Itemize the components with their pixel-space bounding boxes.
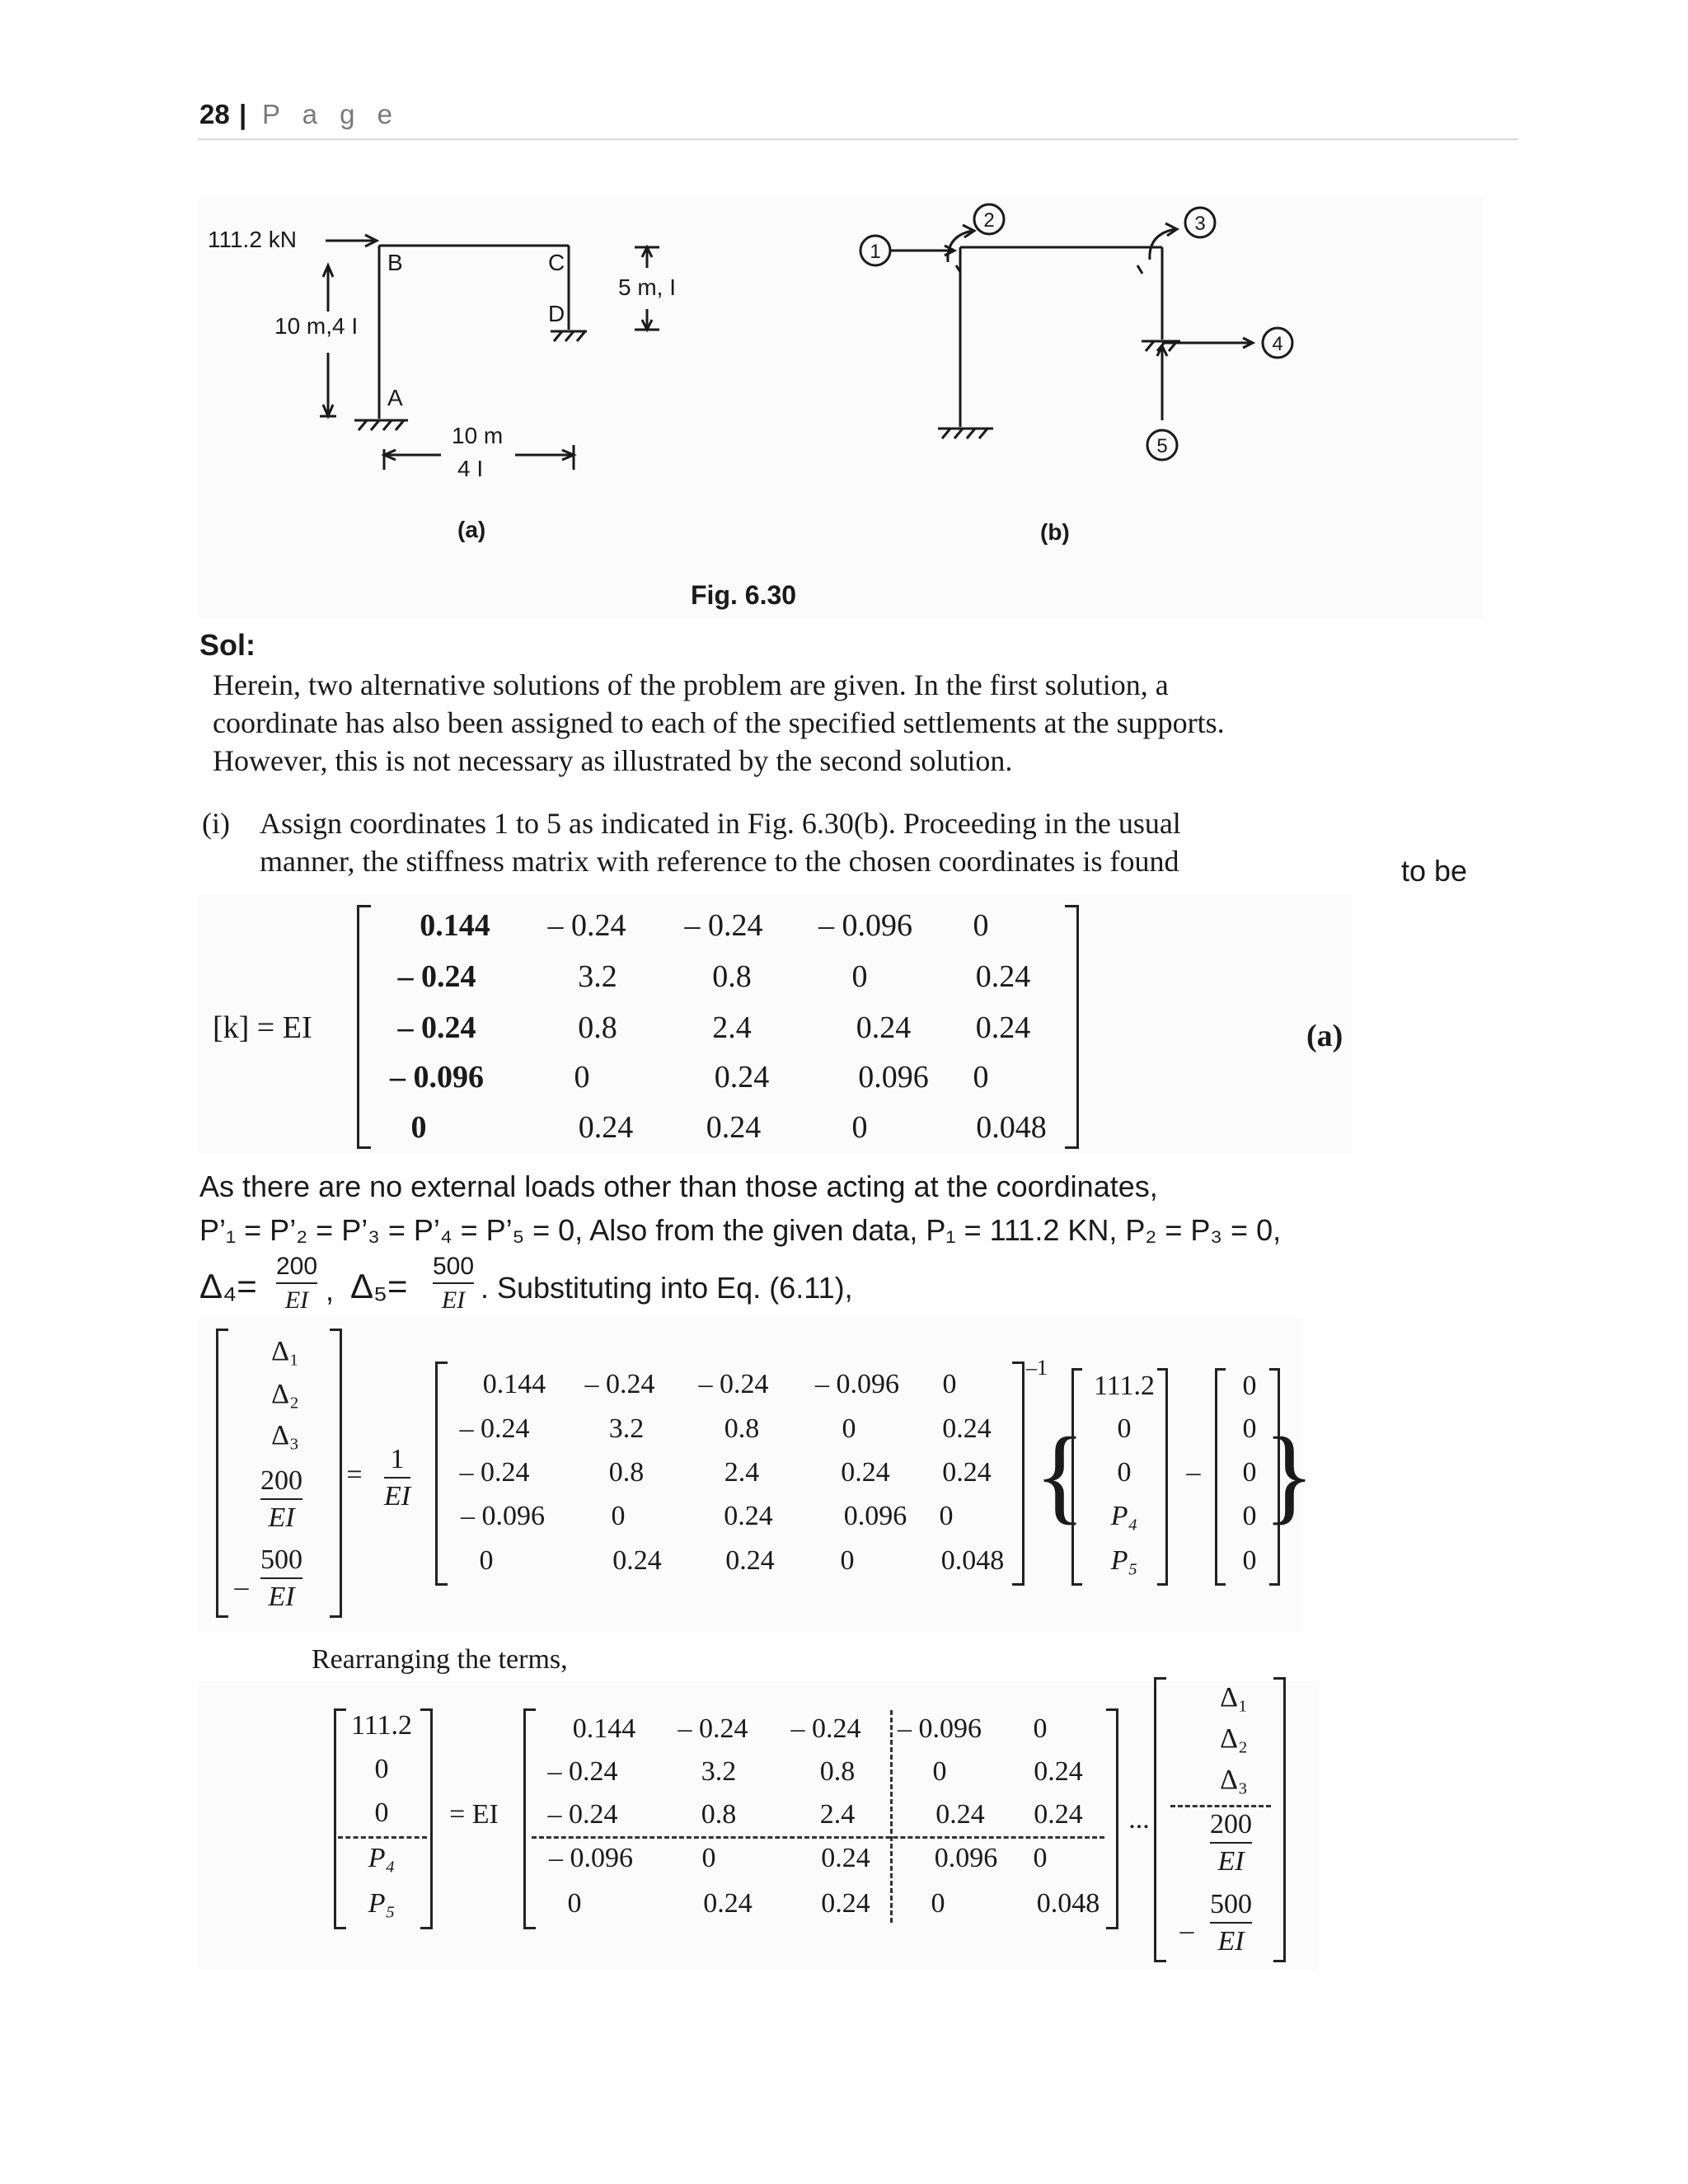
k-cell: 0 — [574, 1060, 590, 1094]
k2-cell: – 0.24 — [459, 1457, 530, 1488]
joint-d: D — [548, 301, 565, 326]
disp-5-num: 500 — [260, 1544, 302, 1575]
k-cell: 0.096 — [858, 1060, 929, 1094]
d3-left-bracket — [1154, 1677, 1166, 1962]
right-brace: } — [1263, 1416, 1315, 1535]
delta-comma: , — [326, 1273, 335, 1307]
k-cell: 0 — [410, 1110, 427, 1145]
k2-cell: 0 — [611, 1501, 626, 1531]
k-cell: 0 — [973, 908, 989, 943]
eq3-dots: ... — [1128, 1804, 1150, 1835]
k3-cell: 0 — [701, 1843, 716, 1873]
k-cell: 0.24 — [714, 1060, 770, 1094]
k2-cell: 0 — [479, 1545, 494, 1576]
coord-1: 1 — [870, 241, 881, 263]
stiffness-background — [198, 894, 1352, 1154]
k3-cell: 0.24 — [1034, 1799, 1083, 1830]
stiffness-right-bracket — [1065, 905, 1079, 1149]
k3-cell: 0 — [932, 1756, 947, 1787]
fraction-bar — [1210, 1842, 1252, 1844]
coord-2: 2 — [983, 209, 995, 232]
k3-cell: 0.8 — [701, 1799, 737, 1830]
step-i-line-2: manner, the stiffness matrix with reference to the chosen coordinates is found — [260, 845, 1179, 878]
k2-right-bracket — [1012, 1361, 1025, 1586]
zero-cell: 0 — [1242, 1371, 1257, 1401]
zero-cell: 0 — [1242, 1457, 1257, 1488]
k-cell: 0.24 — [578, 1110, 634, 1145]
joint-c: C — [548, 250, 565, 275]
k2-cell: – 0.24 — [584, 1369, 655, 1399]
caption-b: (b) — [1040, 519, 1070, 545]
k2-cell: 0.8 — [724, 1413, 760, 1444]
k2-cell: 0.24 — [612, 1545, 662, 1576]
k3-cell: 0 — [931, 1888, 945, 1919]
text-line-1: As there are no external loads other than those acting at the coordinates, — [199, 1169, 1158, 1203]
k3-cell: – 0.24 — [547, 1799, 618, 1830]
sol-label: Sol: — [199, 628, 256, 662]
k-cell: 3.2 — [578, 959, 617, 994]
load-right-bracket — [1157, 1368, 1168, 1586]
k2-cell: – 0.096 — [815, 1369, 899, 1399]
partition-horizontal — [532, 1836, 1104, 1839]
page-number: 28 — [199, 99, 230, 129]
d3-partition — [1170, 1805, 1271, 1807]
d3-5-fraction — [1210, 1889, 1252, 1957]
k-cell: – 0.24 — [397, 1010, 476, 1045]
p-cell: P₄ — [368, 1843, 396, 1873]
k2-cell: 0.048 — [940, 1545, 1005, 1576]
eq2-equals: = — [346, 1460, 363, 1490]
fraction-bar — [433, 1282, 474, 1284]
k3-cell: 0 — [1033, 1713, 1048, 1744]
k2-cell: 0.8 — [608, 1457, 645, 1488]
k-cell: 0.8 — [578, 1010, 617, 1045]
k-cell: 0.24 — [975, 1010, 1031, 1045]
eq2-ei: EI — [384, 1481, 411, 1512]
k-cell: 0.144 — [420, 908, 490, 943]
left-brace: { — [1034, 1416, 1086, 1535]
p-cell: 111.2 — [351, 1710, 412, 1741]
figure-6-30 — [0, 0, 1688, 626]
delta-5-den: EI — [441, 1286, 466, 1314]
k3-cell: 0.24 — [935, 1799, 985, 1830]
k2-cell: 0 — [842, 1413, 856, 1444]
d3-5-minus: – — [1179, 1915, 1194, 1946]
figure-caption: Fig. 6.30 — [691, 580, 797, 610]
col-cd-label: 5 m, I — [618, 274, 677, 300]
delta-4-label: Δ₄= — [199, 1267, 257, 1305]
k-cell: 0 — [851, 1110, 868, 1145]
coord-5: 5 — [1156, 435, 1168, 457]
fraction-bar — [276, 1282, 317, 1284]
stiffness-left-bracket — [357, 905, 371, 1149]
fraction-bar — [260, 1577, 302, 1579]
k3-cell: 0.24 — [821, 1888, 870, 1919]
coord-4: 4 — [1272, 333, 1283, 355]
load-cell: P₄ — [1110, 1501, 1138, 1531]
k-cell: 0.24 — [706, 1110, 762, 1145]
k2-cell: 0.24 — [942, 1457, 992, 1488]
beam-i-label: 4 I — [457, 456, 484, 481]
inverse-sup: –1 — [1026, 1356, 1048, 1380]
k3-cell: – 0.096 — [898, 1713, 982, 1744]
k3-cell: – 0.24 — [547, 1756, 618, 1787]
d3-right-bracket — [1273, 1677, 1286, 1962]
k2-cell: 0.24 — [942, 1413, 992, 1444]
zero-cell: 0 — [1242, 1413, 1257, 1444]
k-cell: 0 — [973, 1060, 989, 1094]
k-cell: – 0.24 — [547, 908, 626, 943]
stiffness-lhs: [k] = EI — [213, 1010, 312, 1045]
fraction-bar — [260, 1498, 302, 1500]
p-cell: 0 — [374, 1797, 389, 1828]
k3-right-bracket — [1106, 1708, 1118, 1929]
k-cell: – 0.24 — [397, 959, 476, 994]
disp-5-minus: – — [234, 1572, 249, 1602]
d3-cell: Δ₁ — [1220, 1682, 1248, 1713]
equation-tag-a: (a) — [1306, 1019, 1343, 1053]
partition-vertical — [890, 1710, 893, 1923]
delta-4-den: EI — [284, 1286, 309, 1314]
p-cell: P₅ — [368, 1888, 396, 1919]
disp-5-den: EI — [268, 1582, 295, 1613]
d3-4-den: EI — [1217, 1846, 1245, 1877]
disp-5-fraction — [260, 1544, 302, 1613]
k-cell: 0.048 — [976, 1110, 1047, 1145]
k3-cell: 0.24 — [821, 1843, 870, 1873]
k2-cell: 0 — [942, 1369, 957, 1399]
k-cell: 0.24 — [975, 959, 1031, 994]
k-cell: – 0.096 — [390, 1060, 484, 1094]
k3-cell: – 0.24 — [678, 1713, 748, 1744]
k2-cell: 3.2 — [608, 1413, 645, 1444]
text-line-2: P’₁ = P’₂ = P’₃ = P’₄ = P’₅ = 0, Also from the given data, P₁ = 111.2 KN, P₂ = P₃ = 0, — [199, 1213, 1282, 1247]
disp-cell: Δ₁ — [271, 1336, 299, 1366]
k-cell: 0 — [851, 959, 868, 994]
rearranging-label: Rearranging the terms, — [312, 1644, 568, 1675]
load-cell: 0 — [1117, 1457, 1132, 1488]
text-substituting: . Substituting into Eq. (6.11), — [481, 1271, 853, 1305]
header-separator: | — [239, 99, 247, 129]
disp-left-bracket — [216, 1329, 228, 1618]
k2-cell: 0 — [840, 1545, 855, 1576]
p-partition — [338, 1836, 427, 1839]
delta-5-num: 500 — [433, 1253, 475, 1280]
k2-cell: 2.4 — [724, 1457, 760, 1488]
disp-cell: Δ₃ — [271, 1420, 299, 1451]
joint-b: B — [387, 250, 403, 275]
load-cell: P₅ — [1110, 1545, 1138, 1576]
k3-cell: 0.24 — [703, 1888, 753, 1919]
disp-4-num: 200 — [260, 1465, 302, 1496]
d3-5-num: 500 — [1210, 1889, 1252, 1919]
delta-5-fraction — [433, 1253, 474, 1314]
load-label: 111.2 kN — [208, 227, 297, 252]
disp-cell: Δ₂ — [271, 1379, 299, 1409]
k-cell: – 0.24 — [684, 908, 763, 943]
k2-cell: – 0.24 — [459, 1413, 530, 1444]
intro-line-3: However, this is not necessary as illustrated by the second solution. — [213, 744, 1013, 777]
load-left-bracket — [1071, 1368, 1082, 1586]
delta-4-fraction — [276, 1253, 317, 1314]
p-right-bracket — [420, 1708, 433, 1929]
d3-5-den: EI — [1217, 1926, 1245, 1957]
eq2-one-over-ei — [384, 1444, 410, 1512]
delta-5-label: Δ₅= — [350, 1267, 408, 1305]
k2-cell: – 0.096 — [461, 1501, 545, 1531]
k-cell: 0.8 — [712, 959, 752, 994]
p-left-bracket — [334, 1708, 346, 1929]
d3-4-fraction — [1210, 1809, 1252, 1877]
k2-cell: 0.096 — [843, 1501, 907, 1531]
k3-cell: 2.4 — [819, 1799, 856, 1830]
k3-cell: – 0.24 — [790, 1713, 861, 1744]
k3-cell: 0.096 — [934, 1843, 998, 1873]
fraction-bar — [1210, 1922, 1252, 1924]
k2-cell: – 0.24 — [698, 1369, 769, 1399]
beam-label: 10 m — [452, 423, 504, 448]
d3-cell: Δ₂ — [1220, 1723, 1248, 1754]
k3-left-bracket — [523, 1708, 536, 1929]
k2-cell: 0 — [939, 1501, 954, 1531]
col-ab-label: 10 m,4 I — [274, 313, 359, 339]
intro-line-2: coordinate has also been assigned to each of the specified settlements at the supports. — [213, 706, 1225, 739]
fraction-bar — [384, 1477, 410, 1479]
k-cell: – 0.096 — [818, 908, 912, 943]
k3-cell: 0.048 — [1036, 1888, 1100, 1919]
load-cell: 111.2 — [1094, 1371, 1155, 1401]
k3-cell: – 0.096 — [549, 1843, 633, 1873]
k2-cell: 0.24 — [724, 1501, 773, 1531]
disp-4-den: EI — [268, 1502, 295, 1534]
zeros-left-bracket — [1215, 1368, 1226, 1586]
disp-right-bracket — [330, 1329, 342, 1618]
k3-cell: 3.2 — [701, 1756, 737, 1787]
intro-line-1: Herein, two alternative solutions of the problem are given. In the first solution, a — [213, 668, 1169, 701]
step-i-marker: (i) — [202, 807, 230, 840]
k-cell: 2.4 — [712, 1010, 752, 1045]
d3-4-num: 200 — [1210, 1809, 1252, 1840]
caption-a: (a) — [457, 517, 486, 542]
delta-4-num: 200 — [276, 1253, 318, 1280]
p-cell: 0 — [374, 1754, 389, 1784]
joint-a: A — [387, 385, 403, 410]
k3-cell: 0 — [1033, 1843, 1048, 1873]
k2-cell: 0.24 — [725, 1545, 775, 1576]
coord-3: 3 — [1194, 213, 1206, 235]
k2-cell: 0.144 — [482, 1369, 546, 1399]
k3-cell: 0.8 — [819, 1756, 856, 1787]
k3-cell: 0.144 — [572, 1713, 636, 1744]
eq2-minus: – — [1186, 1457, 1201, 1488]
zero-cell: 0 — [1242, 1501, 1257, 1531]
step-i-line-1: Assign coordinates 1 to 5 as indicated in Fig. 6.30(b). Proceeding in the usual — [260, 807, 1181, 840]
k2-left-bracket — [435, 1361, 448, 1586]
k3-cell: 0.24 — [1034, 1756, 1083, 1787]
zero-cell: 0 — [1242, 1545, 1257, 1576]
step-i-tail: to be — [1401, 854, 1468, 888]
k-cell: 0.24 — [856, 1010, 912, 1045]
load-cell: 0 — [1117, 1413, 1132, 1444]
eq3-equals: = EI — [449, 1799, 499, 1830]
k3-cell: 0 — [567, 1888, 582, 1919]
disp-4-fraction — [260, 1465, 302, 1534]
d3-cell: Δ₃ — [1220, 1765, 1248, 1795]
eq2-one: 1 — [390, 1444, 405, 1474]
k2-cell: 0.24 — [841, 1457, 890, 1488]
page-word: P a g e — [262, 99, 400, 129]
